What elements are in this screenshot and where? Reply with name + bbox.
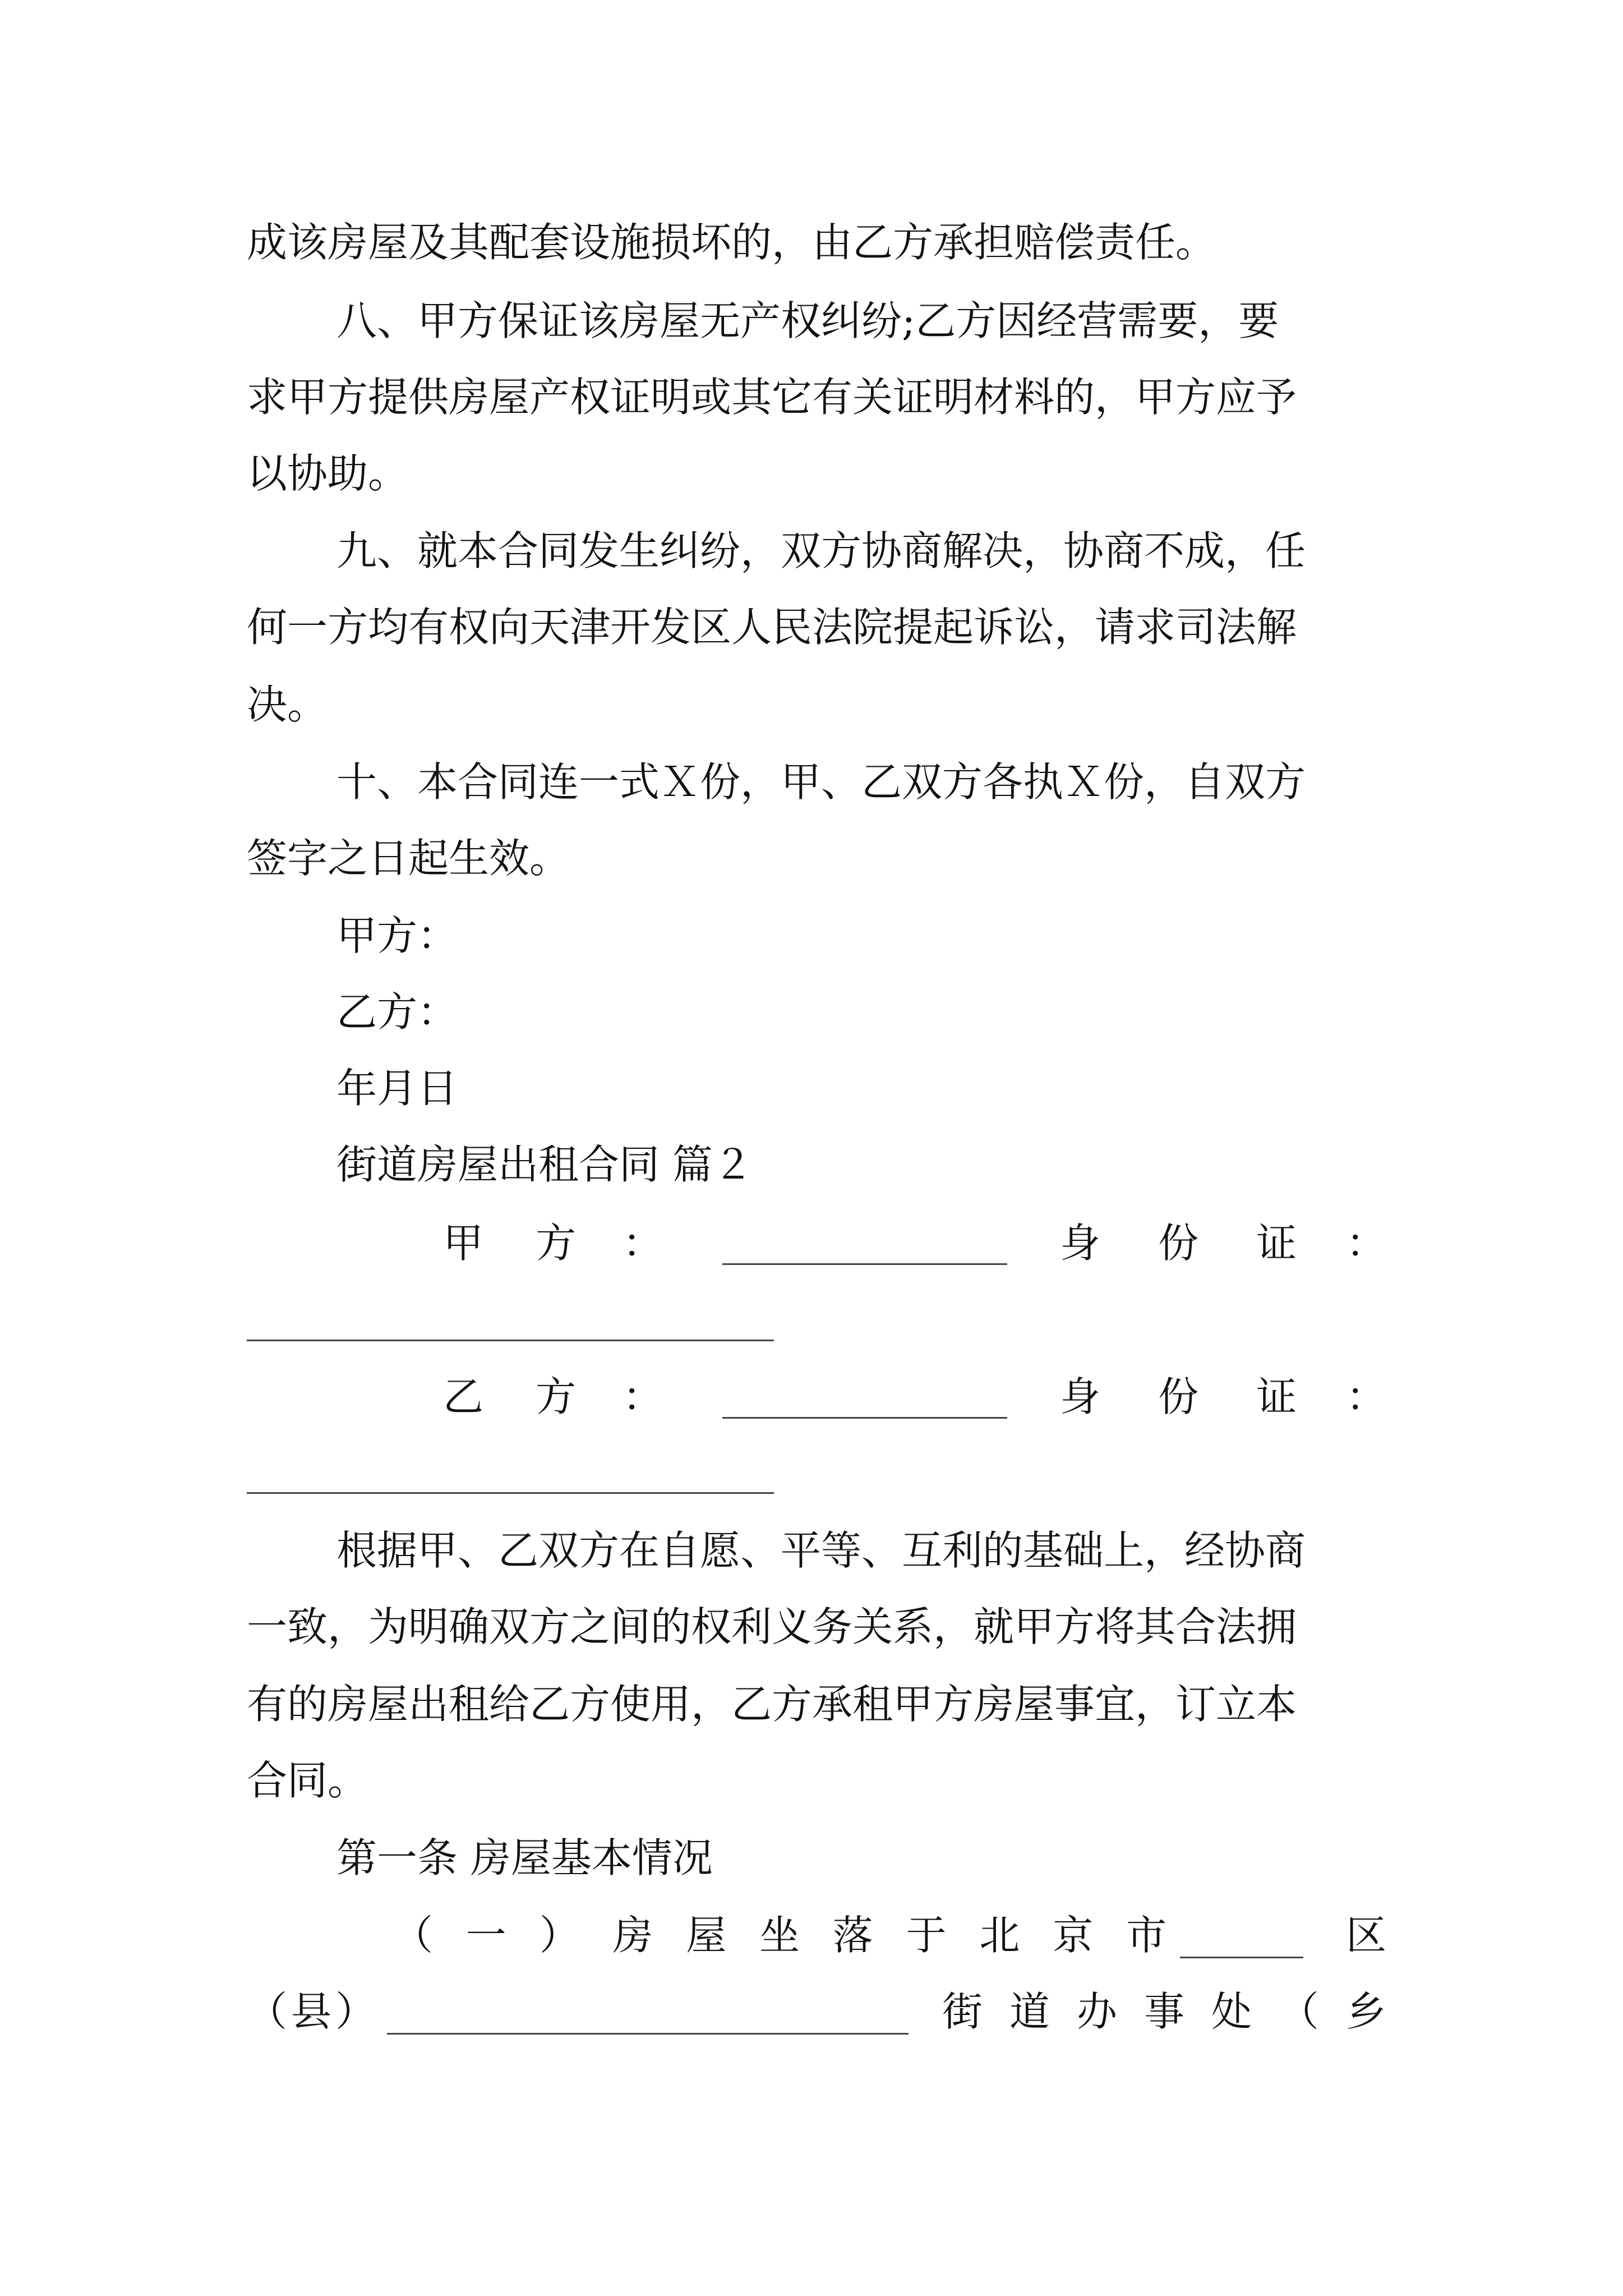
address-char: 于 (906, 1912, 947, 1959)
address-char: （ (247, 1988, 288, 2035)
address-char: 一 (465, 1912, 506, 1959)
text-line: 以协助。 (247, 450, 409, 497)
address-char: 落 (832, 1912, 873, 1959)
id-label-char: 证 (1256, 1220, 1297, 1267)
text-line: 八、甲方保证该房屋无产权纠纷;乙方因经营需要，要 (336, 297, 1279, 344)
party-b-signature-label: 乙方： (336, 988, 458, 1036)
address-char: 坐 (759, 1912, 800, 1959)
section-heading: 街道房屋出租合同 篇２ (336, 1141, 753, 1188)
article-heading: 第一条 房屋基本情况 (336, 1834, 713, 1881)
address-char: （ (393, 1912, 434, 1959)
address-char: 处 (1211, 1988, 1252, 2035)
address-char: 县 (291, 1988, 331, 2035)
text-line: 签字之日起生效。 (247, 835, 570, 882)
text-line: 有的房屋出租给乙方使用，乙方承租甲方房屋事宜，订立本 (247, 1681, 1297, 1728)
text-line: 成该房屋及其配套设施损坏的，由乙方承担赔偿责任。 (247, 219, 1216, 266)
text-line: 十、本合同连一式Ｘ份，甲、乙双方各执Ｘ份，自双方 (336, 758, 1306, 806)
party-b-name-blank (722, 1417, 1007, 1419)
address-char: 市 (1126, 1912, 1166, 1959)
address-char: ） (335, 1988, 376, 2035)
date-label: 年月日 (336, 1065, 458, 1112)
party-a-id-blank (247, 1340, 774, 1341)
address-char: 办 (1076, 1988, 1117, 2035)
party-a-name-blank (722, 1263, 1007, 1265)
party-a-colon: ： (623, 1220, 663, 1267)
party-b-colon: ： (623, 1373, 663, 1420)
county-blank (387, 2033, 909, 2035)
party-a-signature-label: 甲方： (336, 912, 458, 959)
party-b-char: 方 (536, 1373, 577, 1420)
id-label-colon: ： (1346, 1373, 1387, 1420)
address-char: 屋 (686, 1912, 727, 1959)
id-label-char: 身 (1060, 1373, 1101, 1420)
address-char: 乡 (1345, 1988, 1386, 2035)
text-line: 何一方均有权向天津开发区人民法院提起诉讼，请求司法解 (247, 604, 1297, 651)
party-a-char: 方 (536, 1220, 577, 1267)
text-line: 求甲方提供房屋产权证明或其它有关证明材料的，甲方应予 (247, 374, 1297, 421)
address-char: 道 (1009, 1988, 1050, 2035)
address-char: 北 (979, 1912, 1020, 1959)
address-char: 京 (1053, 1912, 1094, 1959)
district-blank (1180, 1957, 1303, 1958)
id-label-char: 证 (1256, 1373, 1297, 1420)
address-char: 事 (1144, 1988, 1184, 2035)
address-char: 区 (1346, 1912, 1387, 1959)
party-b-char: 乙 (443, 1373, 484, 1420)
id-label-char: 份 (1158, 1220, 1199, 1267)
text-line: 根据甲、乙双方在自愿、平等、互利的基础上，经协商 (336, 1527, 1306, 1574)
id-label-char: 份 (1158, 1373, 1199, 1420)
party-a-char: 甲 (443, 1220, 484, 1267)
text-line: 一致，为明确双方之间的权利义务关系，就甲方将其合法拥 (247, 1603, 1297, 1650)
address-char: 房 (612, 1912, 653, 1959)
address-char: 街 (942, 1988, 983, 2035)
text-line: 决。 (247, 681, 328, 728)
address-char: （ (1278, 1988, 1319, 2035)
text-line: 合同。 (247, 1757, 368, 1804)
id-label-colon: ： (1346, 1220, 1387, 1267)
text-line: 九、就本合同发生纠纷，双方协商解决，协商不成，任 (336, 527, 1306, 574)
party-b-id-blank (247, 1492, 774, 1494)
address-char: ） (539, 1912, 580, 1959)
id-label-char: 身 (1060, 1220, 1101, 1267)
